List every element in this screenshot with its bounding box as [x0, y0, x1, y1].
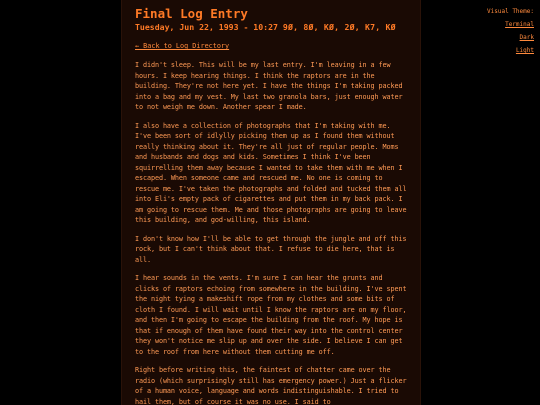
theme-selector: [454, 7, 534, 55]
log-entry-container: [135, 7, 410, 405]
entry-paragraph: I don't know how I'll be able to get through the jungle and off this rock, but I can't think about that. I refuse to die here, that is all.: [135, 234, 407, 264]
theme-option-terminal[interactable]: Terminal: [505, 21, 534, 28]
entry-date: [135, 22, 410, 33]
entry-paragraph: I hear sounds in the vents. I'm sure I can hear the grunts and clicks of raptors echoing from somewhere in the building. I've spent the night tying a makeshift rope from my clothes and some bits of cloth I found. I will wait until I know the raptors are on my floor, and then I'm going to escape the building from the roof. My hope is that if enough of them have found their way into the control center they won't notice me slip up and over the side. I believe I can get to the roof from here without them cutting me off.: [135, 274, 407, 356]
entry-paragraph: I didn't sleep. This will be my last entry. I'm leaving in a few hours. I keep hearing things. I think the raptors are in the building. They're not here yet. I have the things I'm taking packed into a bag and my vest. My last two granola bars, just enough water to not weigh me down. Another spear I made.: [135, 61, 403, 111]
theme-option-light[interactable]: Light: [515, 47, 534, 54]
theme-option-dark[interactable]: Dark: [519, 34, 534, 41]
entry-timestamp: Tuesday, Jun 22, 1993 - 10:27: [135, 22, 278, 32]
entry-codes: 9Ø, 8Ø, KØ, 2Ø, K7, KØ: [282, 22, 396, 32]
log-entry-body: [135, 60, 410, 405]
theme-label: Visual Theme:: [487, 8, 534, 15]
page-title: Final Log Entry: [135, 6, 248, 21]
entry-paragraph: I also have a collection of photographs that I'm taking with me. I've been sort of idlylly picking them up as I found them without really thinking about it. They're all just of regular people. Moms and husbands and dogs and kids. Sometimes I think I've been squirrelling them away because I wanted to take them with me when I escaped. When someone came and rescued me. No one is coming to rescue me. I've taken the photographs and folded and tucked them all into Eli's empty pack of cigarettes and put them in my back pack. I am going to rescue them. Me and those photographs are going to leave this building, and god-willing, this island.: [135, 121, 407, 224]
back-to-directory-link[interactable]: ← Back to Log Directory: [135, 42, 230, 50]
entry-paragraph: Right before writing this, the faintest of chatter came over the radio (which surprisingly still has emergency power.) Just a flicker of a human voice, language and words indistinguishable. I tried to hail them, but of course it was no use. I said to: [135, 366, 407, 405]
